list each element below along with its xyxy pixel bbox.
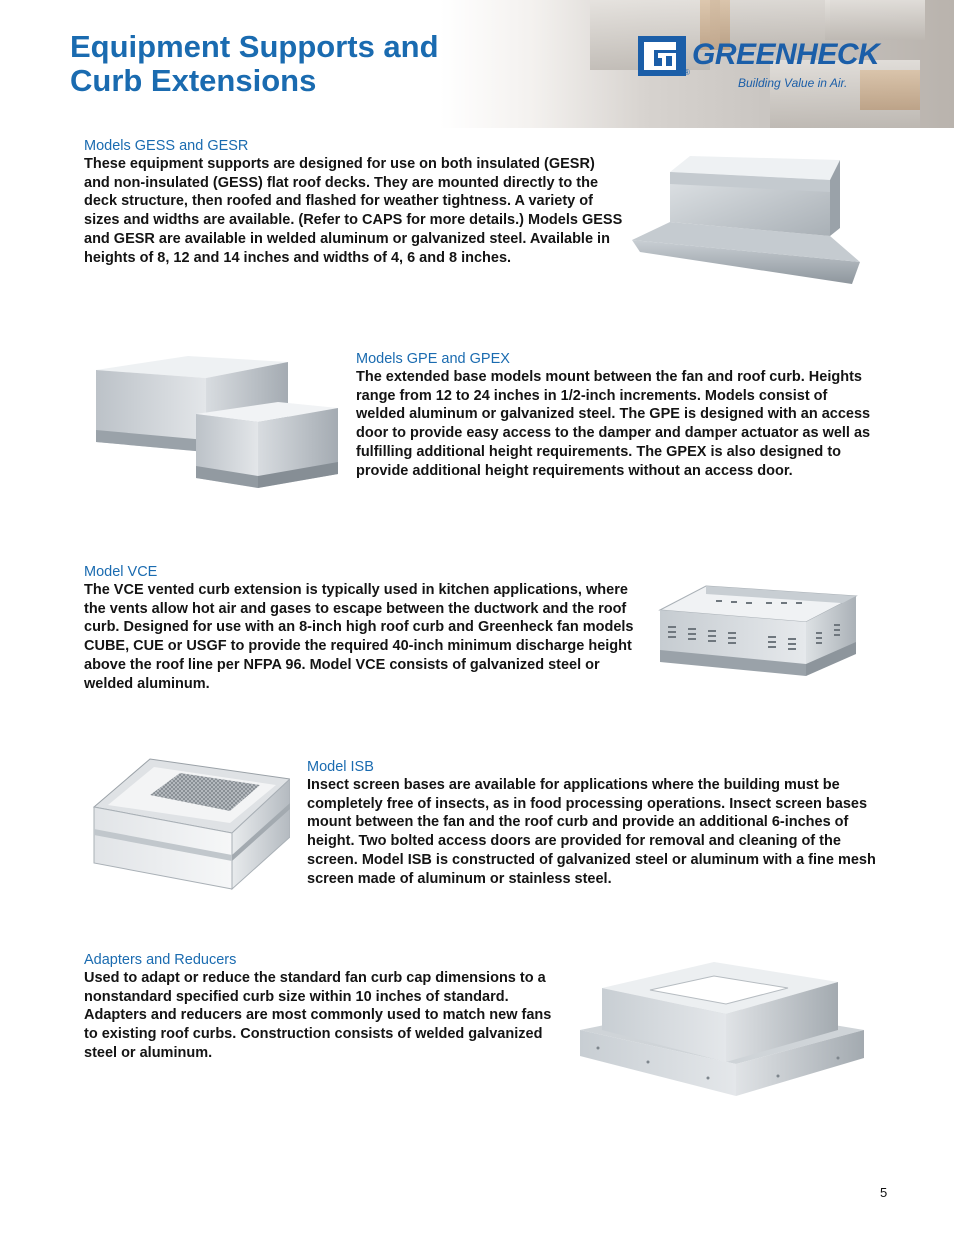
brand-name: GREENHECK <box>692 38 880 71</box>
section-body: The extended base models mount between the fan and roof curb. Heights range from 12 to 24 inches in 1/2-inch increments. Models consist of welded aluminum or galvanized steel. The GPE is designed with an access door to provide easy access to the damper and damper actuator as well as fulfilling additional height requirements. The GPEX is also designed to provide additional height requirements without an access door. <box>356 369 871 479</box>
section-body: Insect screen bases are available for applications where the building must be completely free of insects, as in food processing operations. Insect screen bases mount between the fan and the roof curb and provide an additional 6-inches of height. Two bolted access doors are provided for removal and cleaning of the screen. Model ISB is constructed of galvanized steel or aluminum with a fine mesh screen made of aluminum or stainless steel. <box>307 777 876 887</box>
section-body: The VCE vented curb extension is typically used in kitchen applications, where the vents allow hot air and gases to escape between the ductwork and the roof curb. Designed for use with an 8-inch high roof curb and Greenheck fan models CUBE, CUE or USGF to provide the required 40-inch minimum discharge height above the roof line per NFPA 96. Model VCE consists of galvanized steel or welded aluminum. <box>84 582 634 692</box>
section-heading: Models GPE and GPEX <box>356 351 510 367</box>
section-vce <box>84 563 644 693</box>
page-title-line-1: Equipment Supports and <box>70 29 439 64</box>
greenheck-logo <box>638 36 878 96</box>
greenheck-logo-icon <box>638 36 690 78</box>
section-heading: Model VCE <box>84 564 158 580</box>
section-body: These equipment supports are designed for use on both insulated (GESR) and non-insulated (GESS) flat roof decks. They are mounted directly to the deck structure, then roofed and flashed for weather tightness. A variety of sizes and widths are available. (Refer to CAPS for more details.) Models GESS and GESR are available in welded aluminum or galvanized steel. Available in heights of 8, 12 and 14 inches and widths of 4, 6 and 8 inches. <box>84 156 623 266</box>
isb-insect-screen-base-image <box>90 757 290 891</box>
page-number: 5 <box>880 1185 888 1200</box>
gpe-curb-extension-image <box>88 352 338 492</box>
section-heading: Models GESS and GESR <box>84 138 249 154</box>
gess-equipment-support-image <box>630 152 865 284</box>
section-gpe-gpex <box>356 350 876 480</box>
page-title-line-2: Curb Extensions <box>70 63 317 98</box>
section-body: Used to adapt or reduce the standard fan curb cap dimensions to a nonstandard specified curb size within 10 inches of standard. Adapters and reducers are most commonly used to match new fans to existing roof curbs. Construction consists of welded galvanized steel or aluminum. <box>84 970 552 1061</box>
brand-tagline: Building Value in Air. <box>738 76 848 90</box>
section-gess-gesr <box>84 137 624 267</box>
adapter-reducer-image <box>578 958 866 1098</box>
section-adapters-reducers <box>84 951 554 1063</box>
registered-mark: ® <box>684 68 690 77</box>
vce-vented-curb-image <box>656 580 858 688</box>
section-heading: Model ISB <box>307 759 374 775</box>
page-title <box>70 30 490 98</box>
section-isb <box>307 758 877 888</box>
section-heading: Adapters and Reducers <box>84 952 237 968</box>
